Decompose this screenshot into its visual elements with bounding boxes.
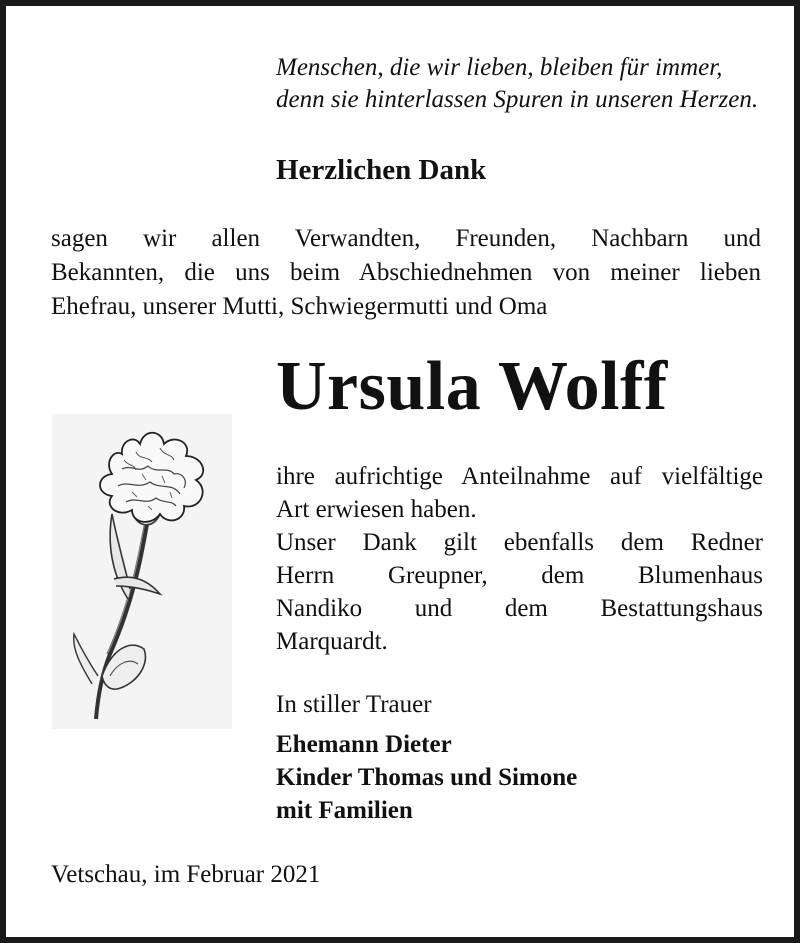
family-signature: [276, 728, 756, 827]
body-line-6: Marquardt.: [276, 628, 388, 655]
intro-line-3: Ehefrau, unserer Mutti, Schwiegermutti und Oma: [51, 293, 548, 320]
thanks-heading: Herzlichen Dank: [276, 154, 487, 186]
family-line-1: Ehemann Dieter: [276, 731, 452, 758]
body-line-1: ihre aufrichtige Anteilnahme auf vielfältige: [276, 463, 763, 490]
memorial-poem: [276, 52, 776, 116]
family-line-3: mit Familien: [276, 797, 413, 824]
family-line-2: Kinder Thomas und Simone: [276, 764, 578, 791]
body-line-2: Art erwiesen haben.: [276, 496, 477, 523]
body-line-5: Nandiko und dem Bestattungshaus: [276, 595, 763, 622]
poem-line-1: Menschen, die wir lieben, bleiben für immer,: [276, 54, 723, 81]
body-line-3: Unser Dank gilt ebenfalls dem Redner: [276, 529, 763, 556]
poem-line-2: denn sie hinterlassen Spuren in unseren Herzen.: [276, 86, 759, 113]
intro-text: [51, 222, 761, 324]
carnation-flower-icon: [52, 414, 232, 729]
place-date: Vetschau, im Februar 2021: [51, 861, 321, 888]
mourning-phrase: In stiller Trauer: [276, 691, 432, 718]
intro-line-2: Bekannten, die uns beim Abschiednehmen von meiner lieben: [51, 259, 761, 286]
deceased-name: Ursula Wolff: [276, 348, 668, 425]
thanks-body: [276, 460, 763, 658]
body-line-4: Herrn Greupner, dem Blumenhaus: [276, 562, 763, 589]
intro-line-1: sagen wir allen Verwandten, Freunden, Nachbarn und: [51, 225, 761, 252]
